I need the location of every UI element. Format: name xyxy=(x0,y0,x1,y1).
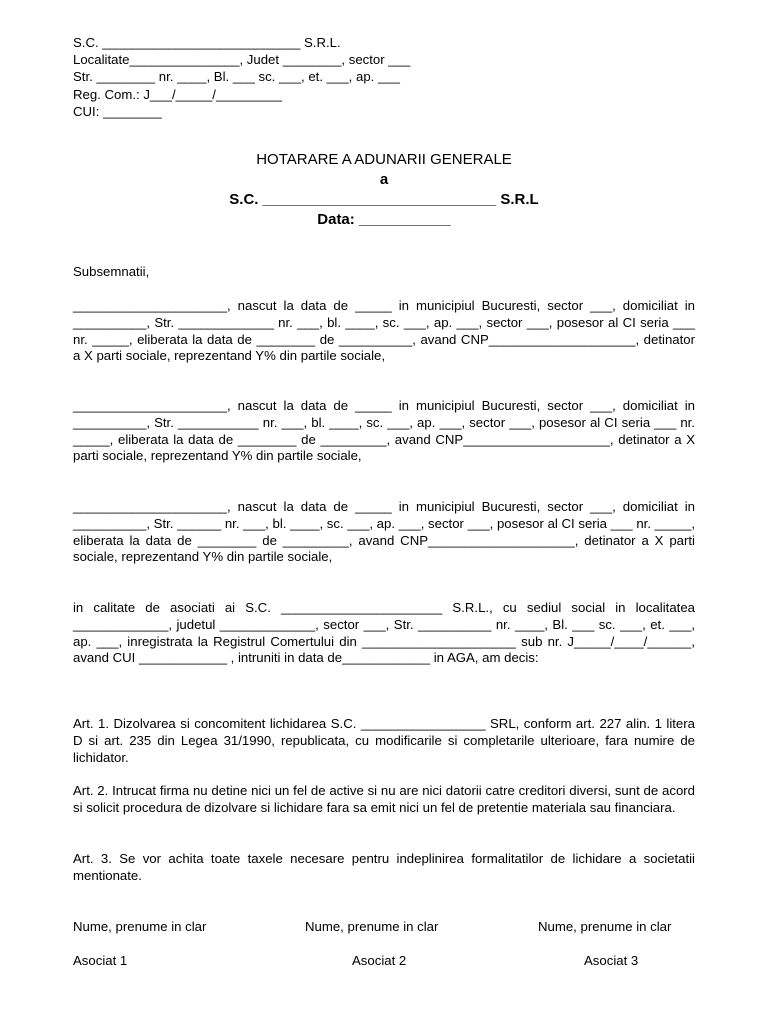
header-company-line: S.C. ___________________________ S.R.L. xyxy=(73,35,341,50)
signature-role-3: Asociat 3 xyxy=(584,953,639,968)
article-1: Art. 1. Dizolvarea si concomitent lichidarea S.C. _________________ SRL, conform art. 227 alin. 1 litera D si art. 235 din Legea 31/1990, republicata, cu modificarile si completarile ulterioare, fara numire de lichidator. xyxy=(73,716,695,765)
partner-paragraph-2: _____________________, nascut la data de _____ in municipiul Bucuresti, sector ___, domiciliat in __________, Str. ___________ nr. ___, bl. ____, sc. ___, ap. ___, sector ___, posesor al CI seria ___ nr. _____, eliberata la data de ________ de _________, avand CNP____________________, detinator a X parti sociale, reprezentand Y% din partile sociale, xyxy=(73,398,695,464)
document-title xyxy=(0,150,768,230)
salutation: Subsemnatii, xyxy=(73,264,150,279)
title-date: Data: ___________ xyxy=(317,211,451,228)
capacity-paragraph: in calitate de asociati ai S.C. ______________________ S.R.L., cu sediul social in localitatea _____________, judetul _____________, sector ___, Str. __________ nr. ____, Bl. ___ sc. ___, et. ___, ap. ___, inregistrata la Registrul Comertului din _____________________ sub nr. J_____/____/______, avand CUI ____________ , intruniti in data de____________ in AGA, am decis: xyxy=(73,600,695,666)
article-2: Art. 2. Intrucat firma nu detine nici un fel de active si nu are nici datorii catre creditori diversi, sunt de acord si solicit procedura de dizolvare si lichidare fara sa emit nici un fel de pretentie materiala sau financiara. xyxy=(73,783,695,815)
title-company: S.C. ____________________________ S.R.L xyxy=(229,191,539,208)
signature-role-2: Asociat 2 xyxy=(352,953,407,968)
company-header xyxy=(73,34,410,120)
header-reg-com-line: Reg. Com.: J___/_____/_________ xyxy=(73,86,282,102)
header-address-line: Str. ________ nr. ____, Bl. ___ sc. ___, et. ___, ap. ___ xyxy=(73,69,401,85)
header-cui-line: CUI: ________ xyxy=(73,103,162,119)
header-locality-line: Localitate_______________, Judet ________, sector ___ xyxy=(73,52,411,68)
partner-paragraph-3: _____________________, nascut la data de _____ in municipiul Bucuresti, sector ___, domiciliat in __________, Str. ______ nr. ___, bl. ____, sc. ___, ap. ___, sector ___, posesor al CI seria ___ nr. _____, eliberata la data de ________ de _________, avand CNP____________________, detinator a X parti sociale, reprezentand Y% din partile sociale, xyxy=(73,499,695,565)
signature-name-label-2: Nume, prenume in clar xyxy=(305,919,439,934)
article-3: Art. 3. Se vor achita toate taxele necesare pentru indeplinirea formalitatilor de lichidare a societatii mentionate. xyxy=(73,851,695,883)
signature-name-label-1: Nume, prenume in clar xyxy=(73,919,207,934)
signature-name-label-3: Nume, prenume in clar xyxy=(538,919,672,934)
title-connector: a xyxy=(379,171,389,188)
title-main: HOTARARE A ADUNARII GENERALE xyxy=(256,151,512,168)
partner-paragraph-1: _____________________, nascut la data de _____ in municipiul Bucuresti, sector ___, domiciliat in __________, Str. _____________ nr. ___, bl. ____, sc. ___, ap. ___, sector ___, posesor al CI seria ___ nr. _____, eliberata la data de ________ de __________, avand CNP____________________, detinator a X parti sociale, reprezentand Y% din partile sociale, xyxy=(73,298,695,364)
signature-role-1: Asociat 1 xyxy=(73,953,128,968)
